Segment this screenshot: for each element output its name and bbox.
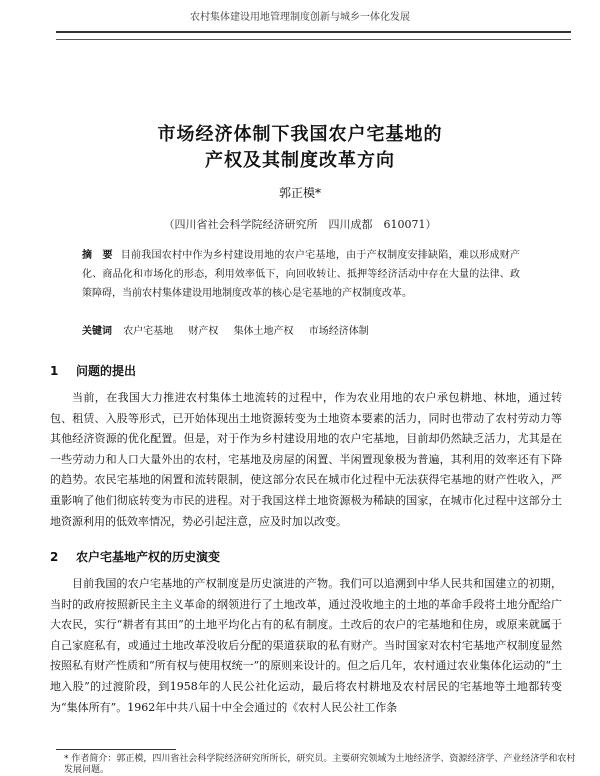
keyword: 集体土地产权	[233, 326, 294, 337]
keyword: 财产权	[188, 326, 219, 337]
section-number: 2	[50, 550, 59, 564]
running-head: 农村集体建设用地管理制度创新与城乡一体化发展	[190, 12, 410, 23]
paper-title-line-2: 产权及其制度改革方向	[205, 150, 395, 171]
keyword: 农户宅基地	[123, 326, 174, 337]
section-heading-1	[50, 362, 136, 379]
section-title: 农户宅基地产权的历史演变	[76, 550, 221, 564]
author: 郭正模*	[278, 186, 321, 200]
abstract-text: 目前我国农村中作为乡村建设用地的农户宅基地，由于产权制度安排缺陷，难以形成财产化、商品化和市场化的形态，利用效率低下，向回收转让、抵押等经济活动中存在大量的法律、政策障碍，当前农村集体建设用地制度改革的核心是宅基地的产权制度改革。	[82, 250, 521, 299]
section-1-paragraph: 当前，在我国大力推进农村集体土地流转的过程中，作为农业用地的农户承包耕地、林地，通过转包、租赁、入股等形式，已开始体现出土地资源转变为土地资本要素的活力，同时也带动了农村劳动力等其他经济资源的优化配置。但是，对于作为乡村建设用地的农户宅基地，目前却仍然缺乏活力，尤其是在一些劳动力和人口大量外出的农村，宅基地及房屋的闲置、半闲置现象极为普遍，其利用的效率还有下降的趋势。农民宅基地的闲置和流转限制，使这部分农民在城市化过程中无法获得宅基地的财产性收入，严重影响了他们彻底转变为市民的进程。对于我国这样土地资源极为稀缺的国家，在城市化过程中这部分土地资源利用的低效率情况，势必引起注意，应及时加以改变。	[50, 391, 562, 528]
keywords	[82, 322, 520, 337]
section-heading-2	[50, 548, 220, 565]
section-2-paragraph: 目前我国的农户宅基地的产权制度是历史演进的产物。我们可以追溯到中华人民共和国建立的初期，当时的政府按照新民主主义革命的纲领进行了土地改革，通过没收地主的土地的革命手段将土地分配给广大农民，实行“耕者有其田”的土地平均化占有的私有制度。土改后的农户的宅基地和住房，或原来就属于自己家庭私有，或通过土地改革没收后分配的渠道获取的私有财产。当时国家对农村宅基地产权制度显然按照私有财产性质和“所有权与使用权统一”的原则来设计的。但之后几年，农村通过农业集体化运动的“土地入股”的过渡阶段，到1958年的人民公社化运动，最后将农村耕地及农村居民的宅基地等土地都转变为“集体所有”。1962年中共八届十中全会通过的《农村人民公社工作条	[50, 577, 562, 714]
section-number: 1	[50, 364, 59, 378]
header-rule-thick	[56, 31, 571, 33]
footnote-rule	[56, 749, 176, 750]
abstract-label: 摘 要	[82, 250, 113, 261]
keyword: 市场经济体制	[308, 326, 369, 337]
paper-title-line-1: 市场经济体制下我国农户宅基地的	[157, 124, 443, 145]
affiliation: （四川省社会科学院经济研究所 四川成都 610071）	[163, 218, 437, 231]
abstract	[82, 246, 520, 303]
keywords-label: 关键词	[82, 326, 112, 337]
section-title: 问题的提出	[76, 364, 137, 378]
header-rule-thin	[56, 39, 571, 40]
footnote: * 作者简介：郭正模，四川省社会科学院经济研究所所长，研究员。主要研究领域为土地经济学、资源经济学、产业经济学和农村发展问题。	[64, 754, 576, 775]
